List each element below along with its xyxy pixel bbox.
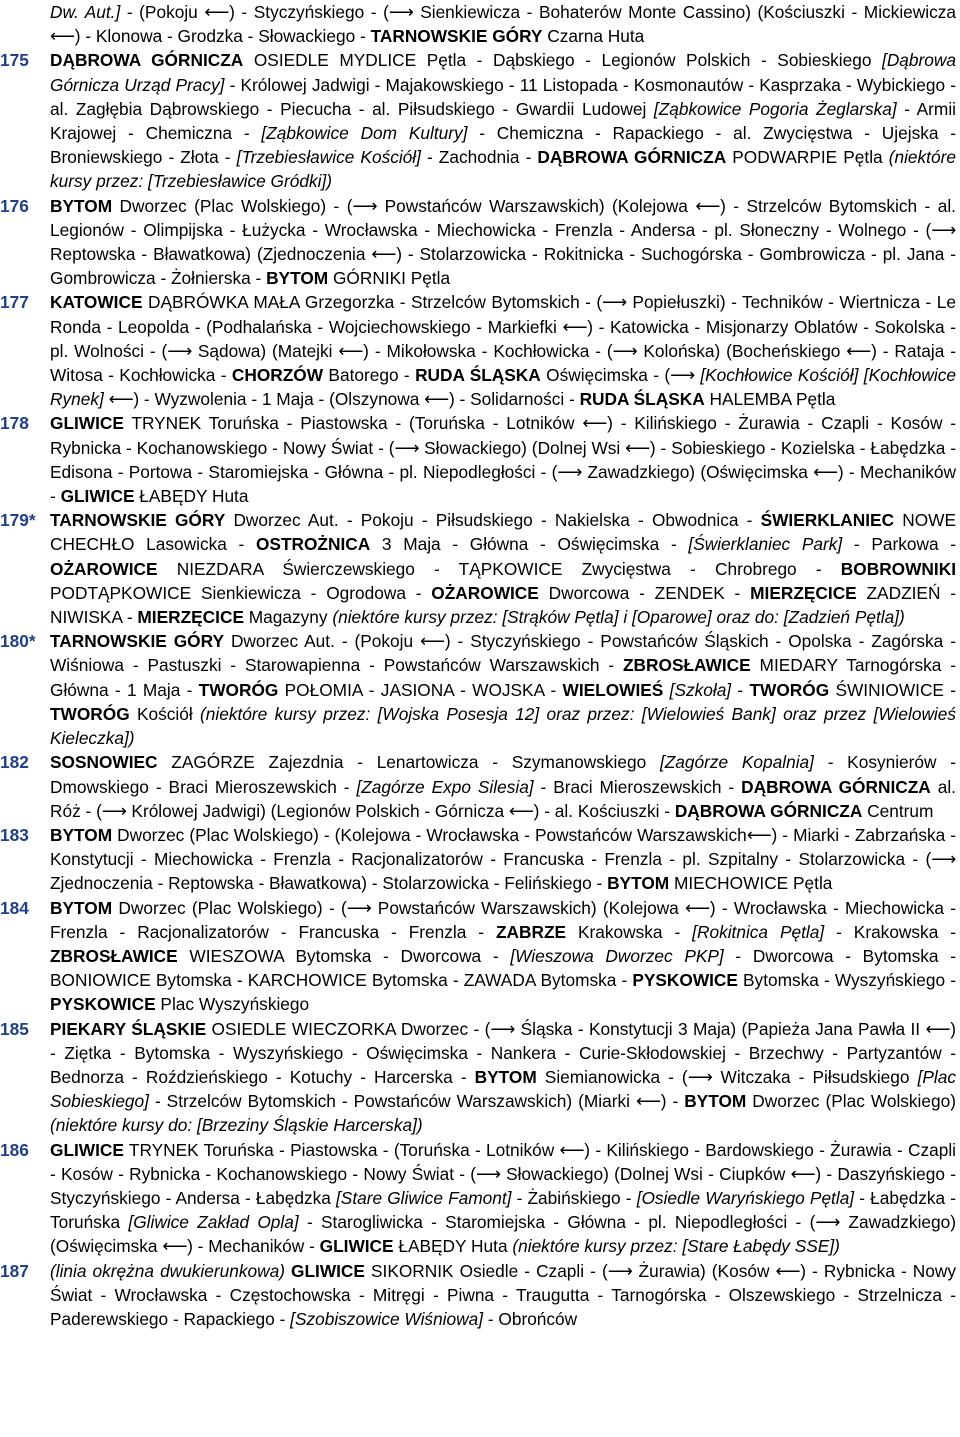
route-description: [50, 896, 956, 1017]
route-text: MIECHOWICE Pętla: [669, 873, 833, 894]
stop-note: [Wieszowa Dworzec PKP]: [510, 945, 724, 966]
route-entry: [0, 1138, 956, 1259]
route-text: Czarna Huta: [542, 26, 645, 47]
town-name: MIERZĘCICE: [137, 607, 244, 628]
stop-note: [Stare Gliwice Famont]: [336, 1187, 512, 1208]
route-text: - (Pokoju ⟵) - Styczyńskiego - (⟶ Sienkiewicza - Bohaterów Monte Cassino) (Kościuszki - Mickiewicza ⟵) - Klonowa - Grodzka - Słowackiego -: [50, 2, 956, 47]
route-text: ZAGÓRZE Zajezdnia - Lenartowicza - Szymanowskiego: [157, 752, 660, 773]
route-entry: [0, 194, 956, 291]
route-text: - Armii Krajowej - Chemiczna -: [50, 98, 957, 144]
route-text: MIEDARY Tarnogórska - Główna - 1 Maja -: [50, 655, 956, 700]
stop-note: [Osiedle Waryńskiego Pętla]: [636, 1187, 855, 1208]
route-entry: [0, 0, 956, 48]
route-text: HALEMBA Pętla: [704, 389, 836, 410]
route-text: -: [731, 679, 750, 700]
route-entry: [0, 508, 956, 629]
route-text: - Strzelców Bytomskich - Powstańców Warszawskich) (Miarki ⟵) -: [148, 1091, 685, 1112]
route-text: TRYNEK Toruńska - Piastowska - (Toruńska - Lotników ⟵) - Kilińskiego - Żurawia - Czapli - Kosów - Rybnicka - Kochanowskiego - Nowy Świat - (⟶ Słowackiego) (Dolnej Wsi ⟵) - Sobieskiego - Kozielska - Łabędzka - Edisona - Portowa - Staromiejska - Główna - pl. Niepodległości - (⟶ Zawadzkiego) (Oświęcimska ⟵) - Mechaników -: [50, 413, 956, 507]
route-text: ŚWINIOWICE -: [829, 679, 957, 700]
route-text: Dworzec (Plac Wolskiego) - (⟶ Powstańców Warszawskich) (Kolejowa ⟵) - Wrocławska - Miechowicka - Frenzla - Racjonalizatorów - Francuska - Frenzla -: [50, 897, 956, 942]
route-number: 183: [0, 824, 29, 845]
route-text: Siemianowicka - (⟶ Witczaka - Piłsudskiego: [536, 1066, 918, 1087]
town-name: ZBROSŁAWICE: [622, 655, 751, 676]
route-text: PODTĄPKOWICE Sienkiewicza - Ogrodowa -: [50, 582, 432, 603]
route-text: ŁABĘDY Huta: [134, 486, 249, 507]
stop-note: [Dąbrowa Górnicza Urząd Pracy]: [50, 50, 956, 95]
stop-note: [Ząbkowice Dom Kultury]: [261, 123, 468, 144]
route-text: Kościół: [129, 703, 201, 724]
route-entry: [0, 290, 956, 411]
route-text: Dworzec Aut. - Pokoju - Piłsudskiego - Nakielska - Obwodnica -: [225, 510, 761, 531]
town-name: TARNOWSKIE GÓRY: [50, 510, 226, 531]
route-entry: [0, 629, 956, 750]
route-entry: [0, 1017, 956, 1138]
town-name: OŻAROWICE: [431, 582, 539, 603]
route-text: 3 Maja - Główna - Oświęcimska -: [370, 534, 689, 555]
route-text: GÓRNIKI Pętla: [328, 268, 451, 289]
route-text: Krakowska -: [566, 921, 693, 942]
route-entry: [0, 823, 956, 896]
route-number: 182: [0, 752, 29, 773]
route-entry: [0, 48, 956, 193]
route-description: [50, 823, 956, 896]
route-text: Batorego -: [323, 365, 416, 386]
stop-note: (linia okrężna dwukierunkowa): [50, 1260, 285, 1281]
town-name: ZABRZE: [496, 921, 567, 942]
town-name: KATOWICE: [50, 292, 143, 313]
town-name: BYTOM: [474, 1066, 537, 1087]
town-name: MIERZĘCICE: [750, 582, 857, 603]
town-name: BYTOM: [50, 824, 113, 845]
stop-note: [Rokitnica Pętla]: [692, 921, 825, 942]
route-text: Magazyny: [243, 607, 333, 628]
route-description: [50, 1017, 956, 1138]
route-description: [50, 194, 956, 291]
route-text: DĄBRÓWKA MAŁA Grzegorzka - Strzelców Bytomskich - (⟶ Popiełuszki) - Techników - Wiertnicza - Le Ronda - Leopolda - (Podhalańska - Wojciechowskiego - Markiefki ⟵) - Katowicka - Misjonarzy Oblatów - Sokolska - pl. Wolności - (⟶ Sądowa) (Matejki ⟵) - Mikołowska - Kochłowicka - (⟶ Kolońska) (Bocheńskiego ⟵) - Rataja - Witosa - Kochłowicka -: [50, 292, 956, 386]
route-entry: [0, 896, 956, 1017]
route-text: - Łabędzka - Toruńska: [50, 1187, 956, 1233]
stop-note: [Trzebiesławice Kościół]: [236, 147, 421, 168]
route-number: 178: [0, 413, 29, 434]
route-number: 185: [0, 1018, 29, 1039]
town-name: ZBROSŁAWICE: [50, 945, 178, 966]
route-text: - Krakowska -: [824, 921, 956, 942]
route-text: - Kosynierów - Dmowskiego - Braci Mieroszewskich -: [50, 752, 956, 797]
stop-note: (niektóre kursy do: [Brzeziny Śląskie Harcerska]): [50, 1115, 423, 1136]
route-number: 179*: [0, 510, 36, 531]
town-name: TARNOWSKIE GÓRY: [370, 26, 543, 47]
route-text: - Zachodnia -: [420, 147, 538, 168]
town-name: RUDA ŚLĄSKA: [415, 365, 541, 386]
town-name: TWORÓG: [198, 679, 279, 700]
route-number: 180*: [0, 631, 36, 652]
route-text: TRYNEK Toruńska - Piastowska - (Toruńska - Lotników ⟵) - Kilińskiego - Bardowskiego - Żurawia - Czapli - Kosów - Rybnicka - Kochanowskiego - Nowy Świat - (⟶ Słowackiego) (Dolnej Wsi - Ciupków ⟵) - Daszyńskiego - Styczyńskiego - Andersa - Łabędzka: [50, 1139, 956, 1208]
town-name: ŚWIERKLANIEC: [760, 510, 895, 531]
town-name: RUDA ŚLĄSKA: [579, 389, 705, 410]
route-description: [50, 508, 956, 629]
route-text: OSIEDLE MYDLICE Pętla - Dąbskiego - Legionów Polskich - Sobieskiego: [243, 50, 883, 71]
town-name: DĄBROWA GÓRNICZA: [537, 147, 727, 168]
stop-note: [Plac Sobieskiego]: [50, 1066, 956, 1112]
town-name: OŻAROWICE: [50, 558, 158, 579]
route-text: - Dworcowa - Bytomska - BONIOWICE Bytomska - KARCHOWICE Bytomska - ZAWADA Bytomska -: [50, 945, 956, 991]
town-name: PIEKARY ŚLĄSKIE: [50, 1018, 207, 1039]
route-text: PODWARPIE Pętla: [726, 147, 889, 168]
town-name: BYTOM: [50, 897, 113, 918]
town-name: TARNOWSKIE GÓRY: [50, 631, 224, 652]
town-name: GLIWICE: [50, 1139, 124, 1160]
town-name: DĄBROWA GÓRNICZA: [741, 776, 931, 797]
route-text: ŁABĘDY Huta: [393, 1236, 513, 1257]
route-description: [50, 411, 956, 508]
stop-note: [Zagórze Expo Silesia]: [356, 776, 534, 797]
route-text: OSIEDLE WIECZORKA Dworzec - (⟶ Śląska - Konstytucji 3 Maja) (Papieża Jana Pawła II ⟵) - Ziętka - Bytomska - Wyszyńskiego - Oświęcimska - Nankera - Curie-Skłodowskiej - Brzechwy - Partyzantów - Bednorza - Roździeńskiego - Kotuchy - Harcerska -: [50, 1018, 956, 1087]
route-text: POŁOMIA - JASIONA - WOJSKA -: [278, 679, 563, 700]
town-name: CHORZÓW: [231, 365, 324, 386]
route-number: 175: [0, 50, 29, 71]
stop-note: [Szkoła]: [669, 679, 732, 700]
route-text: - Obrońców: [483, 1308, 578, 1329]
town-name: WIELOWIEŚ: [562, 679, 664, 700]
town-name: BYTOM: [607, 873, 670, 894]
route-text: - Starogliwicka - Staromiejska - Główna - pl. Niepodległości - (⟶ Zawadzkiego) (Oświęcimska ⟵) - Mechaników -: [50, 1212, 957, 1257]
route-text: Dworzec (Plac Wolskiego): [746, 1091, 956, 1112]
town-name: DĄBROWA GÓRNICZA: [50, 50, 244, 71]
town-name: TWORÓG: [50, 703, 130, 724]
route-text: Centrum: [862, 800, 934, 821]
town-name: GLIWICE: [60, 486, 135, 507]
town-name: BYTOM: [684, 1091, 747, 1112]
town-name: OSTROŻNICA: [255, 534, 371, 555]
route-text: Dworzec (Plac Wolskiego) - (Kolejowa - Wrocławska - Powstańców Warszawskich⟵) - Miarki - Zabrzańska - Konstytucji - Miechowicka - Frenzla - Racjonalizatorów - Francuska - Frenzla - pl. Szpitalny - Stolarzowicka - (⟶ Zjednoczenia - Reptowska - Bławatkowa) - Stolarzowicka - Felińskiego -: [50, 824, 956, 894]
route-text: NOWE CHECHŁO Lasowicka -: [50, 510, 957, 555]
stop-note: [Ząbkowice Pogoria Żeglarska]: [653, 98, 897, 119]
town-name: SOSNOWIEC: [50, 752, 158, 773]
route-number: 186: [0, 1139, 29, 1160]
town-name: GLIWICE: [291, 1260, 365, 1281]
town-name: TWORÓG: [749, 679, 830, 700]
route-number: 187: [0, 1260, 29, 1281]
route-text: Oświęcimska - (⟶: [540, 365, 701, 386]
route-description: [50, 629, 956, 750]
route-description: [50, 750, 956, 823]
route-text: - Parkowa -: [842, 534, 957, 555]
route-text: - Chemiczna - Rapackiego - al. Zwycięstwa - Ujejska - Broniewskiego - Złota -: [50, 123, 956, 168]
route-text: SIKORNIK Osiedle - Czapli - (⟶ Żurawia) (Kosów ⟵) - Rybnicka - Nowy Świat - Wrocławska - Częstochowska - Mitręgi - Piwna - Traugutta - Tarnogórska - Olszewskiego - Strzelnicza - Paderewskiego - Rapackiego -: [50, 1260, 956, 1329]
route-text: Dworcowa - ZENDEK -: [538, 582, 751, 603]
route-description: [50, 1259, 956, 1332]
stop-note: (niektóre kursy przez: [Strąków Pętla] i [Oparowe] oraz do: [Zadzień Pętla]): [332, 607, 905, 628]
stop-note: [Zagórze Kopalnia]: [659, 752, 814, 773]
stop-note: [Świerklaniec Park]: [688, 534, 843, 555]
route-number: 176: [0, 195, 29, 216]
route-description: [50, 290, 956, 411]
town-name: BYTOM: [266, 268, 329, 289]
route-entry: [0, 411, 956, 508]
town-name: BOBROWNIKI: [840, 558, 956, 579]
town-name: DĄBROWA GÓRNICZA: [674, 800, 863, 821]
stop-note: [Szobiszowice Wiśniowa]: [290, 1308, 484, 1329]
town-name: PYSKOWICE: [50, 994, 156, 1015]
town-name: GLIWICE: [319, 1236, 394, 1257]
route-description: [50, 48, 956, 193]
route-number: 177: [0, 292, 29, 313]
stop-note: (niektóre kursy przez: [Stare Łabędy SSE]): [512, 1236, 840, 1257]
route-text: al. Róż - (⟶ Królowej Jadwigi) (Legionów Polskich - Górnicza ⟵) - al. Kościuszki -: [50, 776, 956, 821]
route-text: NIEZDARA Świerczewskiego - TĄPKOWICE Zwycięstwa - Chrobrego -: [157, 558, 841, 579]
route-text: ⟵) - Wyzwolenia - 1 Maja - (Olszynowa ⟵) - Solidarności -: [103, 389, 580, 410]
stop-note: [Kochłowice Kościół] [Kochłowice Rynek]: [50, 365, 956, 410]
route-text: ZADZIEŃ - NIWISKA -: [50, 582, 956, 628]
stop-note: Dw. Aut.]: [50, 2, 121, 22]
route-entry: [0, 750, 956, 823]
route-text: Dworzec Aut. - (Pokoju ⟵) - Styczyńskiego - Powstańców Śląskich - Opolska - Zagórska - Wiśniowa - Pastuszki - Starowapienna - Powstańców Warszawskich -: [50, 631, 956, 676]
route-description: [50, 1138, 956, 1259]
route-text: - Żabińskiego -: [511, 1187, 637, 1208]
route-text: - Królowej Jadwigi - Majakowskiego - 11 Listopada - Kosmonautów - Kasprzaka - Wybickiego - al. Zagłębia Dąbrowskiego - Piecucha - al. Piłsudskiego - Gwardii Ludowej: [50, 74, 956, 119]
town-name: GLIWICE: [50, 413, 124, 434]
town-name: PYSKOWICE: [632, 970, 738, 991]
stop-note: [Gliwice Zakład Opla]: [128, 1212, 299, 1233]
stop-note: (niektóre kursy przez: [Wojska Posesja 12] oraz przez: [Wielowieś Bank] oraz przez [Wielowieś Kieleczka]): [50, 703, 957, 749]
route-text: Bytomska - Wyszyńskiego -: [737, 970, 956, 991]
route-text: WIESZOWA Bytomska - Dworcowa -: [177, 945, 511, 966]
route-description: [50, 0, 956, 48]
town-name: BYTOM: [50, 195, 113, 216]
route-text: - Braci Mieroszewskich -: [533, 776, 742, 797]
stop-note: (niektóre kursy przez: [Trzebiesławice Gródki]): [50, 147, 956, 192]
route-number: 184: [0, 897, 29, 918]
route-text: Plac Wyszyńskiego: [155, 994, 310, 1015]
route-entry: [0, 1259, 956, 1332]
route-text: Dworzec (Plac Wolskiego) - (⟶ Powstańców Warszawskich) (Kolejowa ⟵) - Strzelców Bytomskich - al. Legionów - Olimpijska - Łużycka - Wrocławska - Miechowicka - Frenzla - Andersa - pl. Słoneczny - Wolnego - (⟶ Reptowska - Bławatkowa) (Zjednoczenia ⟵) - Stolarzowicka - Rokitnicka - Suchogórska - Gombrowicza - pl. Jana - Gombrowicza - Żołnierska -: [50, 195, 956, 289]
